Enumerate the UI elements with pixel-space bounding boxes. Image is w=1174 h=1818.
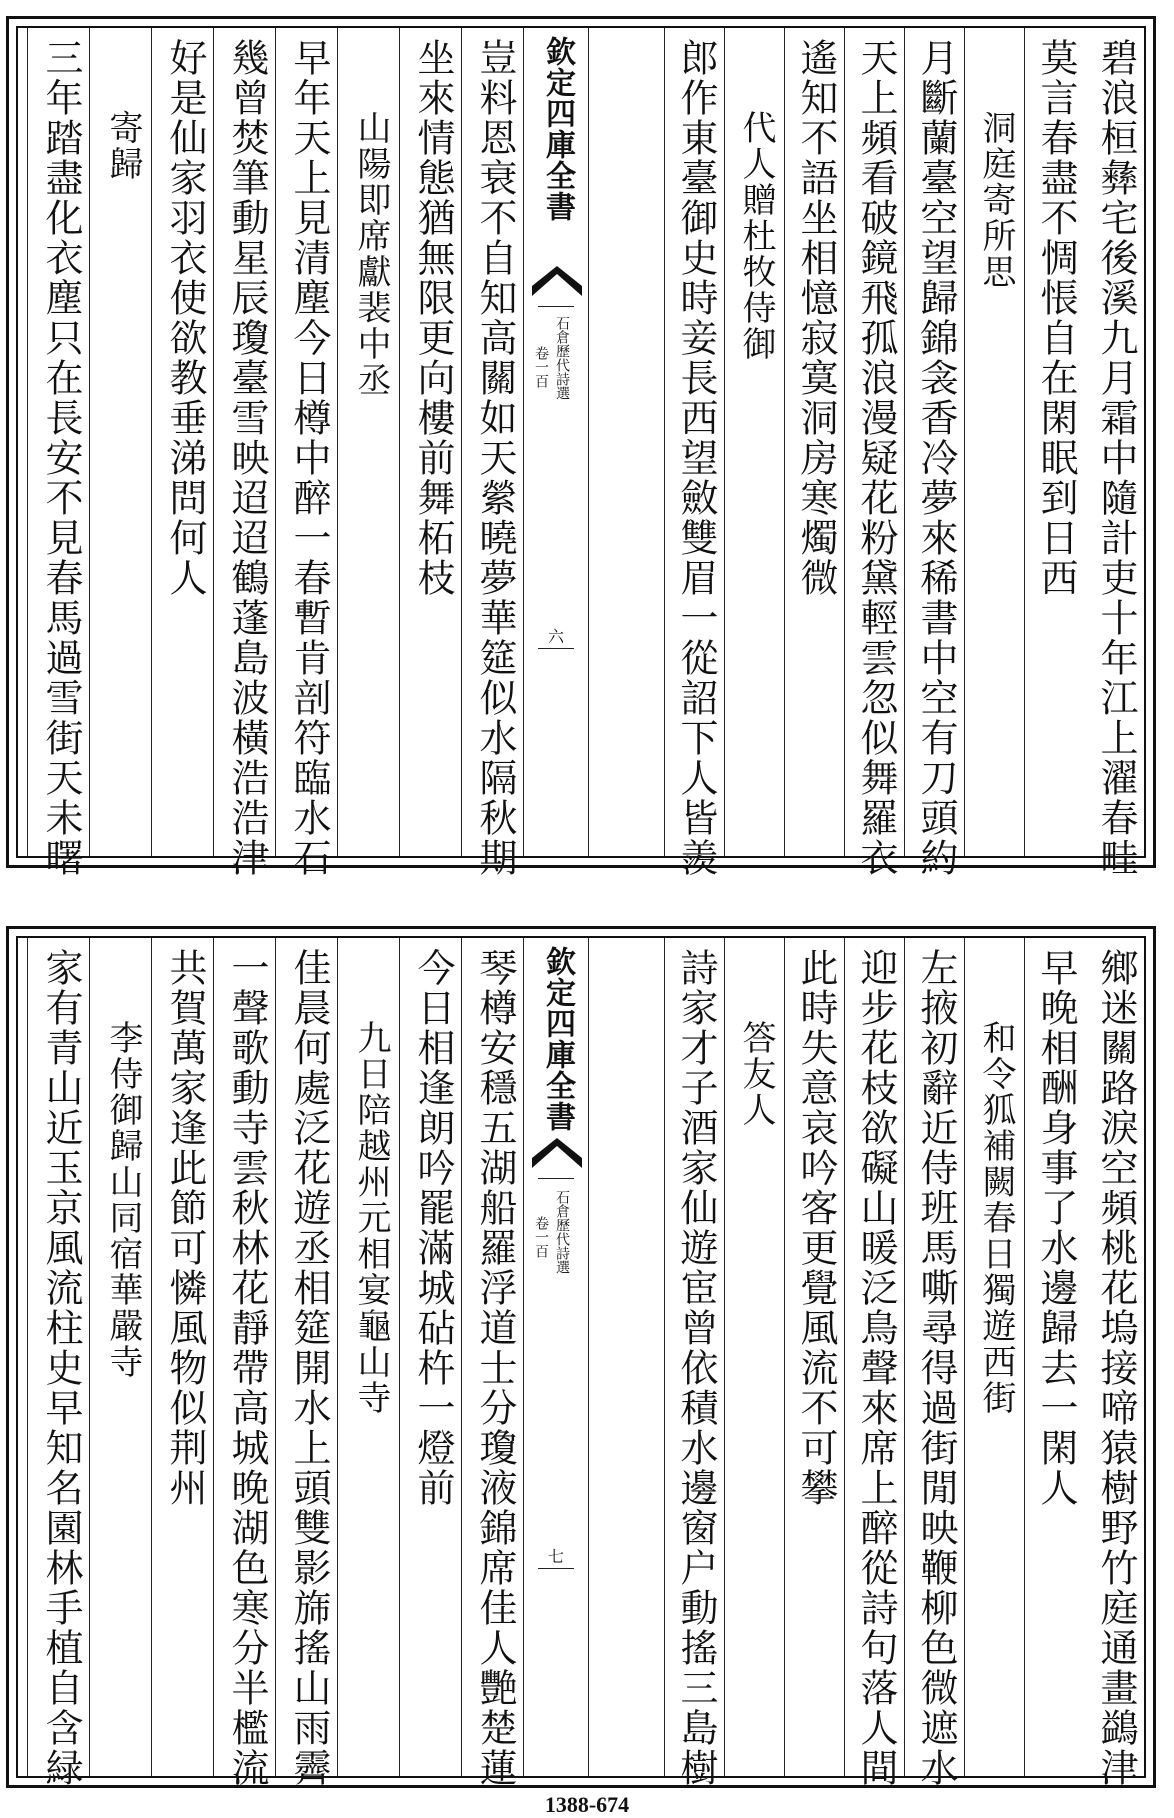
column-text: 早年天上見清塵今日樽中醉一春暫肯剖符臨水石	[287, 38, 331, 878]
text-column	[664, 938, 724, 1788]
column-text: 莫言春盡不惆悵自在閑眠到日西	[1034, 38, 1078, 598]
bottom-center-rule-bottom	[538, 1568, 574, 1569]
text-column	[337, 28, 399, 856]
text-column	[904, 28, 964, 878]
column-text: 鄉迷關路淚空頻桃花塢接啼猿樹野竹庭通畫鷁津	[1094, 948, 1138, 1788]
text-column	[151, 28, 213, 856]
column-text: 遙知不語坐相憶寂寞洞房寒燭微	[794, 38, 838, 598]
text-column	[27, 938, 89, 1788]
top-center-page-number: 六	[547, 627, 564, 646]
top-page-frame	[16, 26, 1146, 878]
text-column	[964, 28, 1024, 856]
text-column	[399, 28, 461, 856]
text-column	[275, 28, 337, 878]
column-text: 豈料恩衰不自知高關如天縈曉夢華筵似水隔秋期	[473, 38, 517, 878]
column-text: 佳晨何處泛花遊丞相筵開水上頭雙影旆搖山雨霽	[287, 948, 331, 1788]
column-text: 共賀萬家逢此節可憐風物似荆州	[163, 948, 207, 1508]
column-text: 李侍御歸山同宿華嚴寺	[103, 948, 143, 1380]
text-column	[275, 938, 337, 1788]
bottom-center-strip	[523, 938, 589, 1776]
column-text: 和令狐補闕春日獨遊西街	[976, 948, 1016, 1416]
column-text: 左掖初辭近侍班馬嘶尋得過街閒映鞭柳色微遮水	[914, 948, 958, 1788]
bottom-center-book: 石倉歷代詩選	[554, 1190, 570, 1274]
text-column	[664, 28, 724, 878]
column-text: 此時失意哀吟客更覺風流不可攀	[794, 948, 838, 1508]
column-text: 早晚相酬身事了水邊歸去一閑人	[1034, 948, 1078, 1508]
column-text: 代人贈杜牧侍御	[736, 38, 776, 362]
column-text: 家有青山近玉京風流柱史早知名園林手植自含緑	[39, 948, 83, 1788]
bottom-page	[6, 926, 1156, 1788]
text-column	[904, 938, 964, 1788]
text-column	[964, 938, 1024, 1776]
text-column	[89, 28, 151, 856]
column-text: 碧浪桓彝宅後溪九月霜中隨計吏十年江上濯春畦	[1094, 38, 1138, 878]
column-text: 幾曾焚筆動星辰瓊臺雪映迢迢鶴蓬島波橫浩浩津	[225, 38, 269, 878]
column-text: 天上頻看破鏡飛孤浪漫疑花粉黛輕雲忽似舞羅衣	[854, 38, 898, 878]
text-column	[461, 938, 523, 1788]
bottom-center-rule	[538, 1178, 574, 1179]
top-page	[6, 16, 1156, 878]
text-column	[784, 28, 844, 856]
column-text: 一聲歌動寺雲秋林花靜帶高城晚湖色寒分半檻流	[225, 948, 269, 1788]
text-column	[461, 28, 523, 878]
fishtail-mark-icon	[532, 1138, 582, 1168]
column-text: 洞庭寄所思	[976, 38, 1016, 290]
column-text: 月斷蘭臺空望歸錦衾香冷夢來稀書中空有刀頭約	[914, 38, 958, 878]
text-column	[337, 938, 399, 1776]
text-column	[1084, 28, 1144, 878]
column-text: 寄歸	[103, 38, 143, 182]
column-text: 今日相逢朗吟罷滿城砧杵一燈前	[411, 948, 455, 1508]
column-text: 迎步花枝欲礙山暖泛鳥聲來席上醉從詩句落人間	[854, 948, 898, 1788]
top-center-rule-bottom	[538, 648, 574, 649]
column-text: 好是仙家羽衣使欲教垂涕問何人	[163, 38, 207, 598]
bottom-center-page-number: 七	[547, 1547, 564, 1566]
text-column	[27, 28, 89, 878]
top-center-volume: 卷一百	[533, 346, 549, 388]
text-column	[89, 938, 151, 1776]
bottom-center-title: 欽定四庫全書	[540, 946, 575, 1132]
text-column	[1024, 28, 1084, 856]
top-center-book: 石倉歷代詩選	[554, 316, 570, 400]
text-column	[399, 938, 461, 1776]
text-column	[724, 28, 784, 856]
column-text: 答友人	[736, 948, 776, 1128]
page-footer-number: 1388-674	[544, 1792, 630, 1817]
text-column	[151, 938, 213, 1776]
text-column	[213, 938, 275, 1788]
column-text: 三年踏盡化衣塵只在長安不見春馬過雪街天未曙	[39, 38, 83, 878]
bottom-page-frame	[16, 936, 1146, 1788]
text-column	[1024, 938, 1084, 1776]
text-column	[844, 28, 904, 878]
column-text: 九日陪越州元相宴龜山寺	[351, 948, 391, 1416]
text-column	[213, 28, 275, 878]
fishtail-mark-icon	[532, 266, 582, 296]
bottom-center-volume: 卷一百	[533, 1216, 549, 1258]
text-column	[724, 938, 784, 1776]
column-text: 琴樽安穩五湖船羅浮道士分瓊液錦席佳人艷楚蓮	[473, 948, 517, 1788]
column-text: 詩家才子酒家仙遊宦曾依積水邊窗户動搖三島樹	[674, 948, 718, 1788]
text-column	[1084, 938, 1144, 1788]
column-text: 山陽即席獻裴中丞	[351, 38, 391, 398]
text-column	[844, 938, 904, 1788]
top-center-title: 欽定四庫全書	[540, 36, 575, 222]
top-center-rule	[538, 306, 574, 307]
column-text: 郎作東臺御史時妾長西望斂雙眉一從詔下人皆羨	[674, 38, 718, 878]
text-column	[784, 938, 844, 1776]
top-center-strip	[523, 28, 589, 856]
column-text: 坐來情態猶無限更向樓前舞柘枝	[411, 38, 455, 598]
